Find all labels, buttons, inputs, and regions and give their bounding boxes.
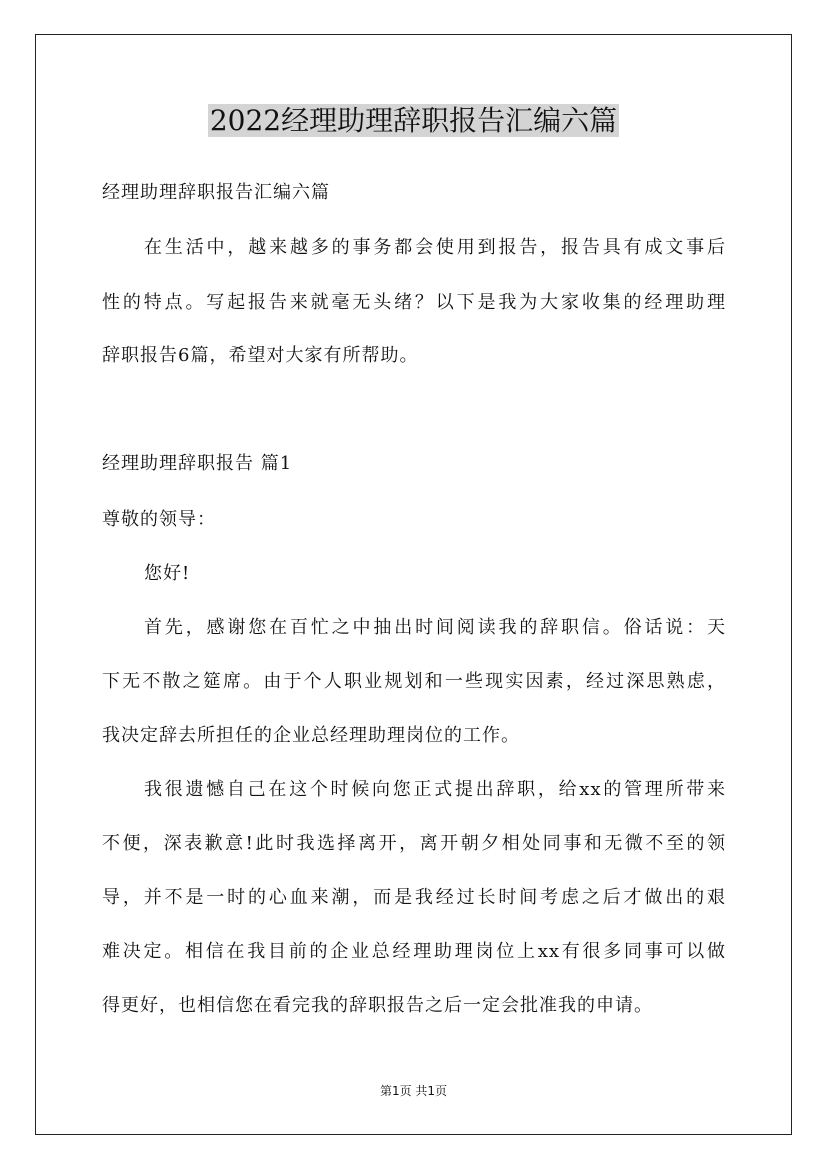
- document-title: [0, 103, 827, 139]
- paragraph1-line-2: 下无不散之筵席。由于个人职业规划和一些现实因素，经过深思熟虑，: [102, 671, 726, 692]
- paragraph2-line-3: 导，并不是一时的心血来潮，而是我经过长时间考虑之后才做出的艰: [102, 887, 726, 908]
- document-title-text: 2022经理助理辞职报告汇编六篇: [209, 104, 618, 137]
- document-subtitle: 经理助理辞职报告汇编六篇: [102, 182, 330, 203]
- paragraph2-line-2: 不便，深表歉意!此时我选择离开，离开朝夕相处同事和无微不至的领: [102, 833, 726, 854]
- section-heading: 经理助理辞职报告 篇1: [102, 453, 293, 474]
- intro-line-3: 辞职报告6篇，希望对大家有所帮助。: [102, 345, 419, 366]
- greeting: 您好!: [144, 563, 191, 584]
- intro-line-2: 性的特点。写起报告来就毫无头绪？以下是我为大家收集的经理助理: [102, 292, 726, 313]
- page-footer: 第1页 共1页: [379, 1084, 448, 1098]
- intro-line-1: 在生活中，越来越多的事务都会使用到报告，报告具有成文事后: [144, 237, 726, 258]
- salutation: 尊敬的领导：: [102, 509, 216, 530]
- paragraph1-line-1: 首先，感谢您在百忙之中抽出时间阅读我的辞职信。俗话说：天: [144, 617, 726, 638]
- paragraph2-line-5: 得更好，也相信您在看完我的辞职报告之后一定会批准我的申请。: [102, 995, 653, 1016]
- paragraph2-line-1: 我很遗憾自己在这个时候向您正式提出辞职，给xx的管理所带来: [144, 779, 726, 800]
- paragraph1-line-3: 我决定辞去所担任的企业总经理助理岗位的工作。: [102, 725, 520, 746]
- paragraph2-line-4: 难决定。相信在我目前的企业总经理助理岗位上xx有很多同事可以做: [102, 941, 726, 962]
